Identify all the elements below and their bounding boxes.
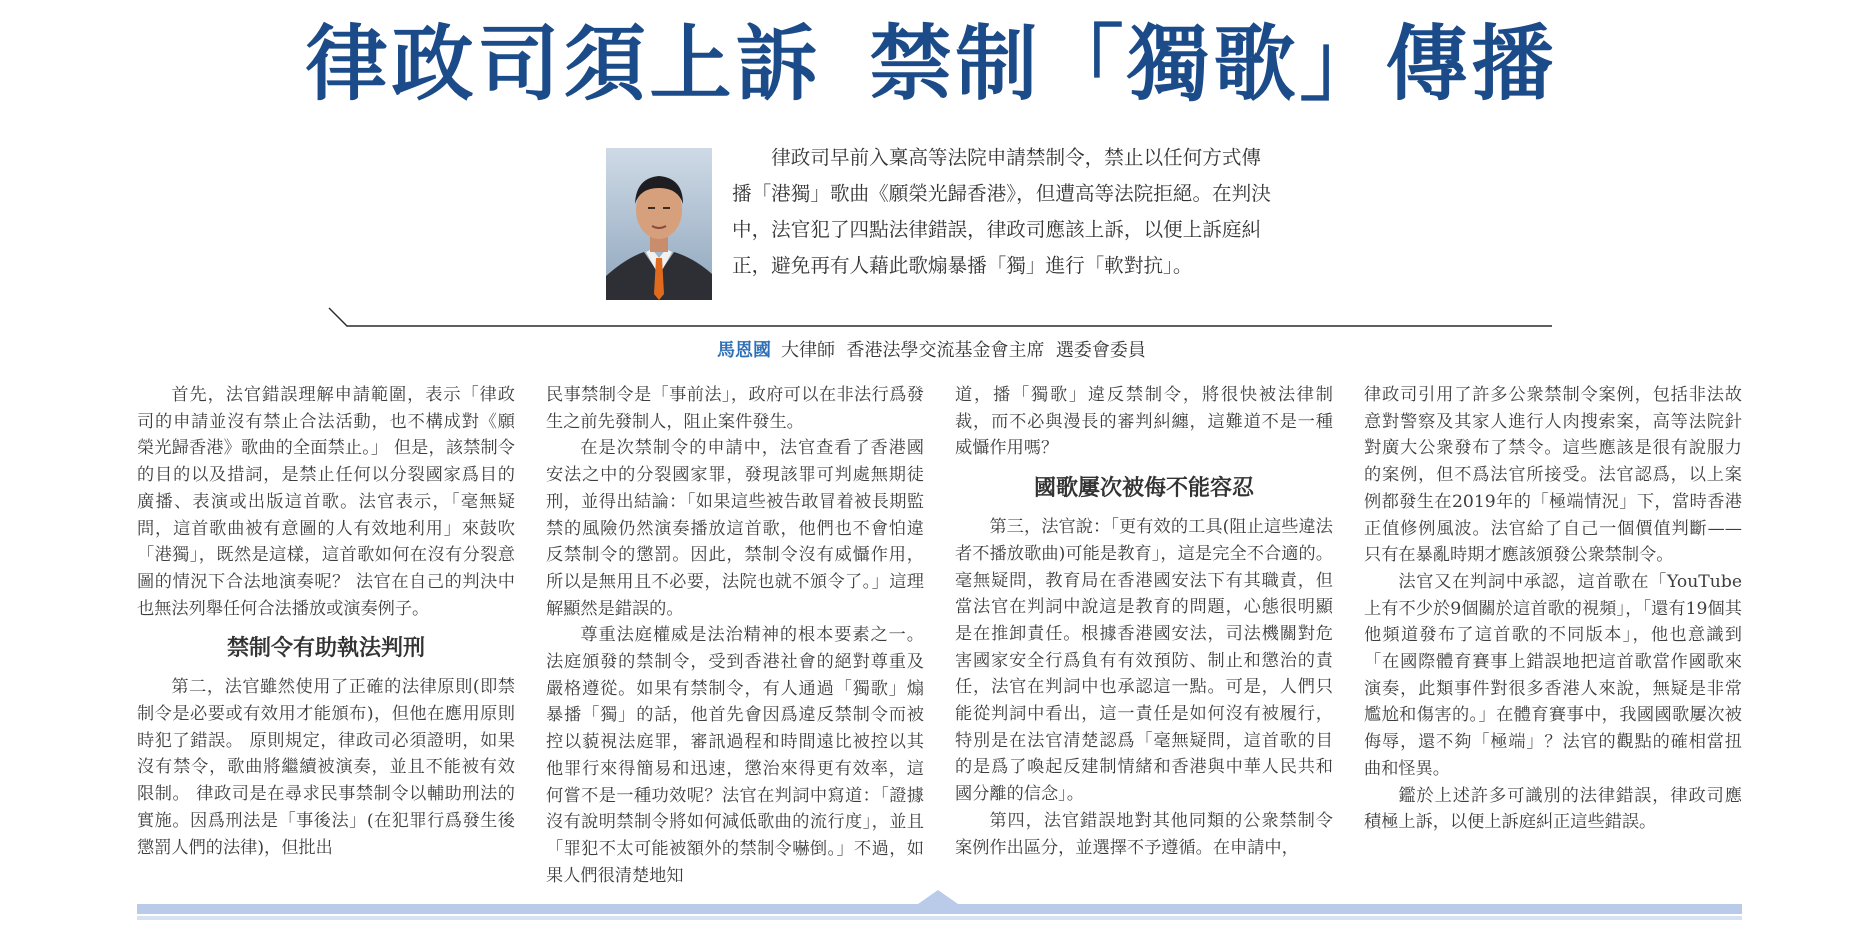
subheading: 國歌屢次被侮不能容忍 — [1033, 476, 1254, 502]
paragraph: 尊重法庭權威是法治精神的根本要素之一。法庭頒發的禁制令，受到香港社會的絕對尊重及嚴格遵從。如果有禁制令，有人通過「獨歌」煽暴播「獨」的話，他首先會因爲違反禁制令而被控以藐視法庭罪，審訊過程和時間遠比被控以其他罪行來得簡易和迅速，懲治來得更有效率，這何嘗不是一種功效呢？法官在判詞中寫道：「證據沒有說明禁制令將如何減低歌曲的流行度」，並且「罪犯不太可能被額外的禁制令嚇倒。」不過，如果人們很清楚地知 — [546, 625, 924, 886]
column-2 — [546, 382, 924, 889]
column-4 — [1364, 382, 1742, 836]
author-portrait — [606, 148, 712, 300]
column-3 — [955, 382, 1333, 861]
author-titles: 大律師 香港法學交流基金會主席 選委會委員 — [781, 340, 1146, 361]
subheading: 禁制令有助執法判刑 — [226, 636, 425, 662]
paragraph: 鑑於上述許多可識別的法律錯誤，律政司應積極上訴，以便上訴庭糾正這些錯誤。 — [1364, 785, 1742, 833]
paragraph: 道，播「獨歌」違反禁制令，將很快被法律制裁，而不必與漫長的審判糾纏，這難道不是一種威懾作用嗎？ — [955, 385, 1333, 459]
paragraph: 首先，法官錯誤理解申請範圍，表示「律政司的申請並沒有禁止合法活動，也不構成對《願榮光歸香港》歌曲的全面禁止。」 但是，該禁制令的目的以及措詞，是禁止任何以分裂國家爲目的廣播、表演或出版這首歌。法官表示，「毫無疑問，這首歌曲被有意圖的人有效地利用」來鼓吹「港獨」，既然是這樣，這首歌如何在沒有分裂意圖的情況下合法地演奏呢？ 法官在自己的判決中也無法列舉任何合法播放或演奏例子。 — [137, 385, 515, 619]
lede-paragraph: 律政司早前入稟高等法院申請禁制令，禁止以任何方式傳播「港獨」歌曲《願榮光歸香港》，但遭高等法院拒絕。在判決中，法官犯了四點法律錯誤，律政司應該上訴，以便上訴庭糾正，避免再有人藉此歌煽暴播「獨」進行「軟對抗」。 — [732, 146, 1271, 277]
headline — [0, 14, 1863, 114]
byline — [0, 336, 1863, 362]
paragraph: 第四，法官錯誤地對其他同類的公衆禁制令案例作出區分，並選擇不予遵循。在申請中， — [955, 810, 1333, 858]
paragraph: 第二，法官雖然使用了正確的法律原則(即禁制令是必要或有效用才能頒布)，但他在應用原則時犯了錯誤。 原則規定，律政司必須證明，如果沒有禁令，歌曲將繼續被演奏，並且不能被有效限制。 律政司是在尋求民事禁制令以輔助刑法的實施。因爲刑法是「事後法」(在犯罪行爲發生後懲罰人們的法律)，但批出 — [137, 677, 515, 858]
footer-bar — [0, 890, 1863, 929]
paragraph: 第三，法官說：「更有效的工具(阻止這些違法者不播放歌曲)可能是教育」，這是完全不合適的。毫無疑問，教育局在香港國安法下有其職責，但當法官在判詞中說這是教育的問題，心態很明顯是在推卸責任。根據香港國安法，司法機關對危害國家安全行爲負有有效預防、制止和懲治的責任，法官在判詞中也承認這一點。可是，人們只能從判詞中看出，這一責任是如何沒有被履行，特別是在法官清楚認爲「毫無疑問，這首歌的目的是爲了喚起反建制情緒和香港與中華人民共和國分離的信念」。 — [955, 517, 1333, 805]
headline-part-1: 律政司須上訴 — [305, 16, 822, 112]
paragraph: 律政司引用了許多公衆禁制令案例，包括非法故意對警察及其家人進行人肉搜索案，高等法院針對廣大公衆發布了禁令。這些應該是很有說服力的案例，但不爲法官所接受。法官認爲，以上案例都發生在2019年的「極端情況」下，當時香港正值修例風波。法官給了自己一個價值判斷——只有在暴亂時期才應該頒發公衆禁制令。 — [1364, 385, 1742, 566]
portrait-photo — [606, 148, 712, 300]
paragraph: 民事禁制令是「事前法」，政府可以在非法行爲發生之前先發制人，阻止案件發生。 — [546, 385, 924, 432]
author-name: 馬恩國 — [717, 340, 772, 361]
paragraph: 在是次禁制令的申請中，法官查看了香港國安法之中的分裂國家罪，發現該罪可判處無期徒刑，並得出結論：「如果這些被告敢冒着被長期監禁的風險仍然演奏播放這首歌，他們也不會怕違反禁制令的懲罰。因此，禁制令沒有威懾作用，所以是無用且不必要，法院也就不頒令了。」這理解顯然是錯誤的。 — [546, 438, 924, 619]
headline-part-2: 禁制「獨歌」傳播 — [869, 16, 1558, 112]
paragraph: 法官又在判詞中承認，這首歌在「YouTube上有不少於9個關於這首歌的視頻」，「還有19個其他頻道發布了這首歌的不同版本」，他也意識到「在國際體育賽事上錯誤地把這首歌當作國歌來演奏，此類事件對很多香港人來說，無疑是非常尷尬和傷害的。」在體育賽事中，我國國歌屢次被侮辱，還不夠「極端」？法官的觀點的確相當扭曲和怪異。 — [1364, 571, 1742, 779]
column-1 — [137, 382, 515, 861]
